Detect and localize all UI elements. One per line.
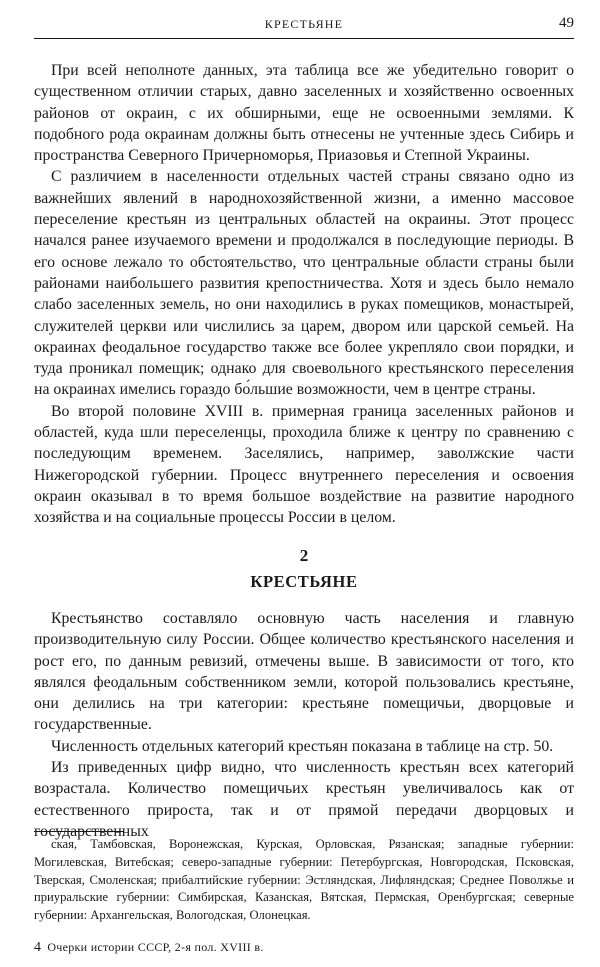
paragraph: Крестьянство составляло основную часть населения и главную производительную силу России. Общее количество крестьянского населения и рост его, по данным ревизий, отмечены выше. В зависимости от того, кто являлся феодальным собственником земли, которой пользовались крестьяне, они делились на три категории: крестьяне помещичьи, дворцовые и государственные. <box>34 610 574 734</box>
paragraph: Во второй половине XVIII в. примерная граница заселенных районов и областей, куда шли переселенцы, проходила ближе к центру по сравнению с последующим временем. Заселялись, например, заволжские части Нижегородской губернии. Процесс внутреннего переселения и освоения окраин оказывал в то время большое воздействие на развитие народного хозяйства и на социальные процессы России в целом. <box>34 402 574 527</box>
page-number: 49 <box>559 15 574 31</box>
paragraph: Из приведенных цифр видно, что численность крестьян всех категорий возрастала. Количество помещичьих крестьян увеличивалось как от естественного прироста, так и от прямой передачи дворцовых и государственных <box>34 759 574 840</box>
section-title: КРЕСТЬЯНЕ <box>250 572 358 591</box>
signature-number: 4 <box>34 940 42 955</box>
signature-text: Очерки истории СССР, 2-я пол. XVIII в. <box>47 940 264 954</box>
printer-signature <box>34 940 264 956</box>
paragraph: Численность отдельных категорий крестьян показана в таблице на стр. 50. <box>51 737 554 755</box>
section-number: 2 <box>299 546 309 565</box>
body-text-bottom <box>34 608 574 842</box>
footnote-divider <box>34 831 124 832</box>
paragraph: С различием в населенности отдельных частей страны связано одно из важнейших явлений в народнохозяйственной жизни, а именно массовое переселение крестьян из центральных областей на окраины. Этот процесс начался ранее изучаемого времени и продолжался в последующие периоды. В его основе лежало то обстоятельство, что центральные области страны были районами наибольшего развития крепостничества. Хотя и здесь было немало слабо заселенных земель, но они находились в руках помещиков, монастырей, служителей церкви или числились за царем, двором или царской семьей. На окраинах феодальное государство также все более укрепляло свои порядки, и туда проникал помещик; однако для своевольного крестьянского переселения на окраинах имелись гораздо бо́льшие возможности, чем в центре страны. <box>34 168 574 399</box>
running-head <box>34 14 574 39</box>
running-head-title: КРЕСТЬЯНЕ <box>264 17 344 31</box>
paragraph: При всей неполноте данных, эта таблица все же убедительно говорит о существенном отличии старых, давно заселенных и хозяйственно освоенных районов от окраин, с их обширными, еще не освоенными землями. К подобного рода окраинам должны быть отнесены не учтенные здесь Сибирь и пространства Северного Причерноморья, Приазовья и Степной Украины. <box>34 62 574 165</box>
footnote: ская, Тамбовская, Воронежская, Курская, Орловская, Рязанская; западные губернии: Могилевская, Витебская; северо-западные губернии: Петербургская, Новгородская, Псковская, Тверская, Смоленская; прибалтийские губернии: Эстляндская, Лифляндская; Среднее Поволжье и приуральские губернии: Симбирская, Казанская, Вятская, Пермская, Оренбургская; северные губернии: Архангельская, Вологодская, Олонецкая. <box>34 837 574 923</box>
body-text-top <box>34 60 574 529</box>
